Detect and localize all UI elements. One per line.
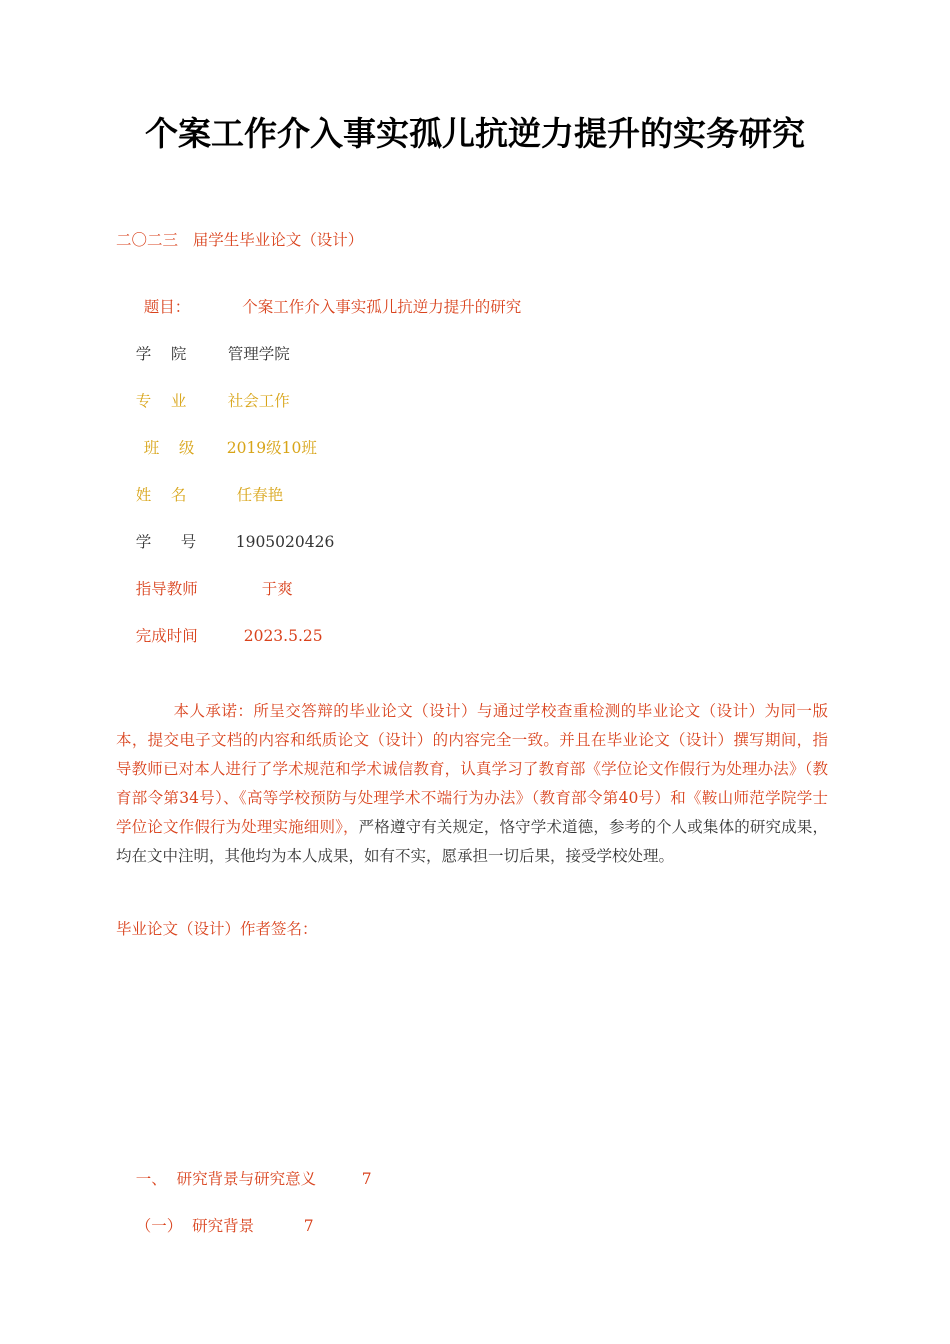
toc-item-label: 一、 研究背景与研究意义 bbox=[135, 1170, 317, 1188]
pledge-part1: 本人承诺：所呈交答辩的毕业论文（设计）与通过学校查重检测的毕业论文（设计）为同一版本，提交电子文档的内容和纸质论文（设计）的内容完全一致。并且在毕业论文（设计）撰写期间，指导教师已对本人进行了学术规范和学术诚信教育，认真学习了教育部《学位论文作假行为处理办法》（教育部令第34号）、《高等学校预防与处理学术不端行为办法》（教育部令第40号）和《鞍山师范学院学士学位论文作假行为处理实施细则》， bbox=[116, 702, 828, 836]
topic-label: 题目： bbox=[143, 298, 191, 316]
id-value: 1905020426 bbox=[235, 533, 335, 551]
pledge-paragraph bbox=[116, 697, 828, 871]
toc-item bbox=[116, 1196, 314, 1256]
document-title: 个案工作介入事实孤儿抗逆力提升的实务研究 bbox=[145, 114, 805, 153]
class-label: 班 级 bbox=[143, 439, 195, 457]
signature-label: 毕业论文（设计）作者签名： bbox=[116, 920, 318, 938]
date-value: 2023.5.25 bbox=[243, 627, 323, 645]
topic-value: 个案工作介入事实孤儿抗逆力提升的研究 bbox=[242, 298, 522, 316]
date-label: 完成时间 bbox=[135, 627, 198, 645]
major-value: 社会工作 bbox=[227, 392, 290, 410]
name-value: 任春艳 bbox=[236, 486, 284, 504]
advisor-label: 指导教师 bbox=[135, 580, 198, 598]
toc-item-label: （一） 研究背景 bbox=[135, 1217, 255, 1235]
toc-item-page: 7 bbox=[361, 1170, 372, 1188]
college-value: 管理学院 bbox=[227, 345, 290, 363]
major-label: 专 业 bbox=[135, 392, 187, 410]
header-line: 二〇二三 届学生毕业论文（设计） bbox=[116, 231, 364, 249]
name-label: 姓 名 bbox=[135, 486, 187, 504]
pledge-part2: 严格遵守有关规定，恪守学术道德，参考的个人或集体的研究成果，均在文中注明，其他均为本人成果，如有不实，愿承担一切后果，接受学校处理。 bbox=[116, 818, 828, 865]
toc-item-page: 7 bbox=[303, 1217, 314, 1235]
date-row bbox=[116, 606, 323, 666]
college-label: 学 院 bbox=[135, 345, 187, 363]
id-label: 学 号 bbox=[135, 533, 197, 551]
advisor-value: 于爽 bbox=[261, 580, 293, 598]
class-value: 2019级10班 bbox=[226, 439, 317, 457]
